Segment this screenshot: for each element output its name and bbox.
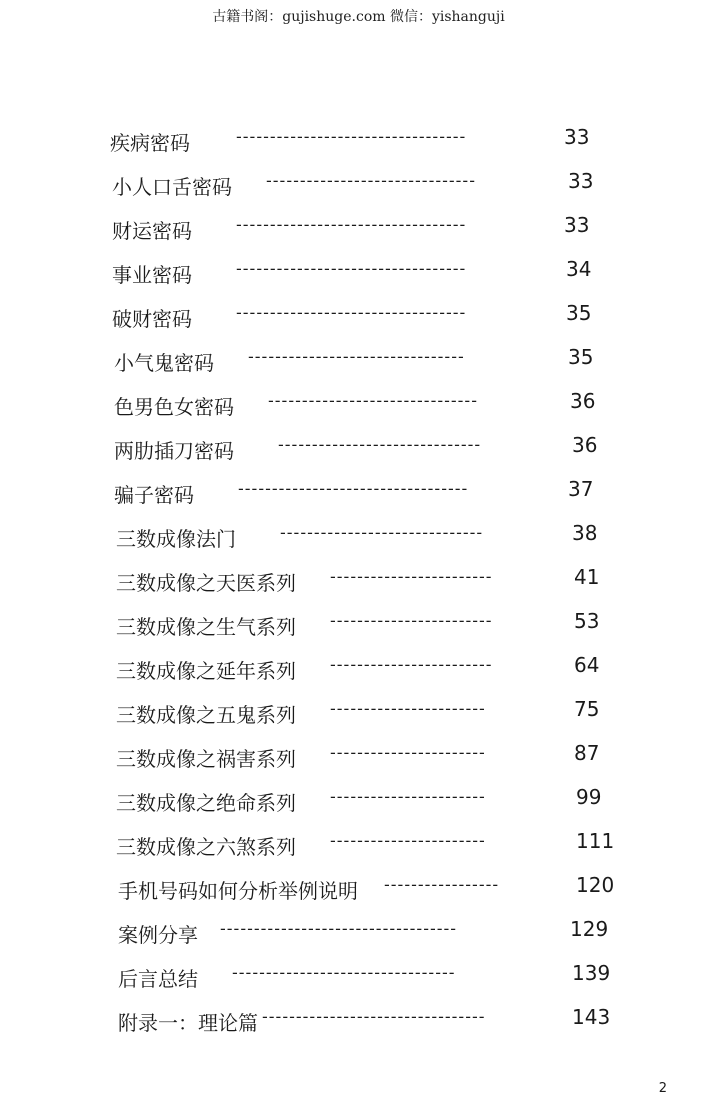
toc-entry-leader: ------------------------------: [280, 523, 484, 542]
toc-entry: [0, 785, 717, 818]
toc-entry: [0, 169, 717, 202]
toc-entry-page-number: 129: [570, 917, 609, 941]
toc-entry-leader: ----------------------------------: [236, 215, 467, 234]
toc-entry-page-number: 38: [572, 521, 598, 545]
toc-entry-leader: -------------------------------: [268, 391, 478, 410]
toc-entry-leader: -----------------------------------: [220, 919, 458, 938]
toc-entry: [0, 961, 717, 994]
toc-entry-leader: ---------------------------------: [232, 963, 456, 982]
toc-entry-leader: ------------------------: [330, 611, 493, 630]
toc-entry-title: 骗子密码: [114, 483, 194, 507]
toc-entry: [0, 653, 717, 686]
toc-entry: [0, 477, 717, 510]
toc-entry: [0, 257, 717, 290]
toc-entry: [0, 521, 717, 554]
toc-entry-leader: -----------------------: [330, 743, 486, 762]
toc-entry-title: 三数成像之天医系列: [116, 571, 296, 595]
toc-entry-page-number: 33: [564, 213, 590, 237]
toc-entry-leader: ----------------------------------: [236, 303, 467, 322]
toc-entry-title: 三数成像之生气系列: [116, 615, 296, 639]
toc-entry-leader: ----------------------------------: [238, 479, 469, 498]
toc-entry-title: 小人口舌密码: [112, 175, 232, 199]
toc-entry-title: 三数成像之祸害系列: [116, 747, 296, 771]
toc-entry-page-number: 33: [564, 125, 590, 149]
toc-entry-leader: ------------------------: [330, 567, 493, 586]
toc-entry-title: 疾病密码: [110, 131, 190, 155]
toc-entry-leader: ------------------------------: [278, 435, 482, 454]
toc-entry: [0, 389, 717, 422]
toc-entry-page-number: 36: [570, 389, 596, 413]
toc-entry: [0, 917, 717, 950]
toc-entry-leader: ---------------------------------: [262, 1007, 486, 1026]
toc-entry-title: 三数成像之六煞系列: [116, 835, 296, 859]
watermark-header: 古籍书阁：gujishuge.com 微信：yishanguji: [212, 9, 505, 25]
toc-entry-page-number: 36: [572, 433, 598, 457]
toc-entry-leader: -------------------------------: [266, 171, 476, 190]
toc-entry-title: 色男色女密码: [114, 395, 234, 419]
toc-entry-page-number: 87: [574, 741, 600, 765]
toc-entry-title: 两肋插刀密码: [114, 439, 234, 463]
toc-entry-page-number: 35: [566, 301, 592, 325]
toc-entry-title: 破财密码: [112, 307, 192, 331]
toc-entry-leader: -----------------------: [330, 831, 486, 850]
toc-entry-leader: -----------------: [384, 875, 500, 894]
toc-entry: [0, 1005, 717, 1038]
toc-entry: [0, 829, 717, 862]
toc-entry-title: 附录一：理论篇: [118, 1011, 258, 1035]
toc-entry-title: 事业密码: [112, 263, 192, 287]
toc-entry: [0, 609, 717, 642]
toc-entry-title: 三数成像之五鬼系列: [116, 703, 296, 727]
toc-entry: [0, 433, 717, 466]
toc-entry-leader: ----------------------------------: [236, 127, 467, 146]
toc-entry-title: 三数成像之延年系列: [116, 659, 296, 683]
toc-entry: [0, 697, 717, 730]
toc-entry-page-number: 53: [574, 609, 600, 633]
toc-entry-title: 案例分享: [118, 923, 198, 947]
toc-entry: [0, 741, 717, 774]
toc-entry-page-number: 75: [574, 697, 600, 721]
toc-entry-page-number: 64: [574, 653, 600, 677]
page-number: 2: [658, 1081, 667, 1096]
toc-entry: [0, 345, 717, 378]
toc-entry-leader: ----------------------------------: [236, 259, 467, 278]
toc-entry-title: 三数成像之绝命系列: [116, 791, 296, 815]
toc-entry-page-number: 33: [568, 169, 594, 193]
toc-entry: [0, 873, 717, 906]
toc-entry-page-number: 41: [574, 565, 600, 589]
toc-entry-leader: ------------------------: [330, 655, 493, 674]
toc-entry: [0, 301, 717, 334]
toc-entry-page-number: 35: [568, 345, 594, 369]
toc-entry-page-number: 37: [568, 477, 594, 501]
toc-entry-page-number: 139: [572, 961, 611, 985]
toc-entry-leader: -----------------------: [330, 787, 486, 806]
toc-entry: [0, 565, 717, 598]
toc-entry-title: 三数成像法门: [116, 527, 236, 551]
toc-entry-title: 小气鬼密码: [114, 351, 214, 375]
toc-entry-page-number: 34: [566, 257, 592, 281]
toc-entry-page-number: 111: [576, 829, 615, 853]
toc-entry-leader: -----------------------: [330, 699, 486, 718]
toc-entry-title: 财运密码: [112, 219, 192, 243]
toc-entry: [0, 125, 717, 158]
toc-entry-title: 手机号码如何分析举例说明: [118, 879, 358, 903]
toc-entry: [0, 213, 717, 246]
toc-entry-page-number: 143: [572, 1005, 611, 1029]
toc-entry-leader: --------------------------------: [248, 347, 465, 366]
toc-entry-page-number: 99: [576, 785, 602, 809]
toc-entry-title: 后言总结: [118, 967, 198, 991]
toc-entry-page-number: 120: [576, 873, 615, 897]
